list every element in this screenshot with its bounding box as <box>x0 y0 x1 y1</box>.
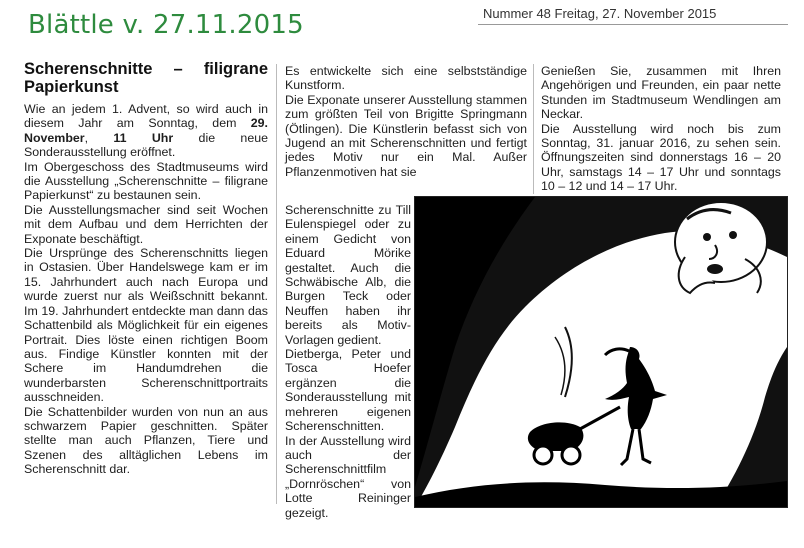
silhouette-illustration <box>414 196 788 508</box>
column-divider-2 <box>533 64 534 194</box>
intro-separator: , <box>84 130 114 145</box>
paragraph-artform: Es entwickelte sich eine selbstständige Kunstform. <box>285 64 527 93</box>
issue-rule <box>478 24 788 25</box>
paragraph-exhibits: Die Exponate unserer Ausstellung stammen zum größten Teil von Brigitte Springmann (Ötlingen). Die Künstlerin befasst sich von Jugend an mit Scherenschnitten und fertigt jedes Motiv nur ein Mal. Außer Pflanzenmotiven hat sie <box>285 92 527 179</box>
paragraph-film: In der Ausstellung wird auch der Scherenschnittfilm „Dornröschen“ von Lotte Reininger gezeigt. <box>285 433 411 520</box>
column-divider-1 <box>276 64 277 504</box>
intro-text-end: die neue Sonderausstellung eröffnet. <box>24 130 268 160</box>
paragraph-origins: Die Ursprünge des Scherenschnitts liegen in Ostasien. Über Handelswege kam er im 15. Jahrhundert auch nach Europa und wurde zuerst nur als Weißschnitt bekannt. Im 19. Jahrhundert entdeckte man dann das Schattenbild als Möglichkeit für ein eigenes Portrait. Dies löste einen richtigen Boom aus. Findige Künstler konnten mit der Schere im Handumdrehen die wunderbarsten Scherenschnittportraits ausschneiden. <box>24 246 268 405</box>
paragraph-location: Im Obergeschoss des Stadtmuseums wird die Ausstellung „Scherenschnitte – filigrane Papierkunst“ zu bestaunen sein. <box>24 159 268 203</box>
paragraph-hoefer: Dietberga, Peter und Tosca Hoefer ergänzen die Sonderausstellung mit mehreren eigenen Scherenschnitten. <box>285 347 411 434</box>
article-column-3 <box>541 64 781 194</box>
paragraph-motifs: Scherenschnitte zu Till Eulenspiegel oder zu einem Gedicht von Eduard Mörike gestaltet. Auch die Schwäbische Alb, die Burgen Teck oder Neuffen haben ihr bereits als Motiv-Vorlagen gedient. <box>285 203 411 347</box>
paragraph-invitation: Genießen Sie, zusammen mit Ihren Angehörigen und Freunden, ein paar nette Stunden im Stadtmuseum Wendlingen am Neckar. <box>541 64 781 122</box>
article-column-1 <box>24 60 268 477</box>
intro-date: 29. November <box>24 116 268 145</box>
intro-time: 11 Uhr <box>113 130 174 145</box>
issue-line: Nummer 48 Freitag, 27. November 2015 <box>483 6 717 21</box>
article-title: Scherenschnitte – filigrane Papierkunst <box>24 60 268 96</box>
paragraph-preparation: Die Ausstellungsmacher sind seit Wochen mit dem Aufbau und dem Herrichten der Exponate beschäftigt. <box>24 202 268 246</box>
page-label: Blättle v. 27.11.2015 <box>28 10 304 40</box>
paper-silhouette-wind-face-illustration <box>415 197 787 507</box>
article-column-2-wrap <box>285 203 411 520</box>
article-column-2-top <box>285 64 527 179</box>
paragraph-intro <box>24 102 268 160</box>
paragraph-shadow-pictures: Die Schattenbilder wurden von nun an aus schwarzem Papier geschnitten. Später stellte man auch Pflanzen, Tiere und Szenen des alltäglichen Lebens im Scherenschnitt dar. <box>24 404 268 477</box>
intro-text: Wie an jedem 1. Advent, so wird auch in diesem Jahr am Sonntag, dem <box>24 102 268 131</box>
paragraph-opening-hours: Die Ausstellung wird noch bis zum Sonntag, 31. januar 2016, zu sehen sein. Öffnungszeiten sind donnerstags 16 – 20 Uhr, samstags 14 – 17 Uhr und sonntags 10 – 12 und 14 – 17 Uhr. <box>541 121 781 194</box>
